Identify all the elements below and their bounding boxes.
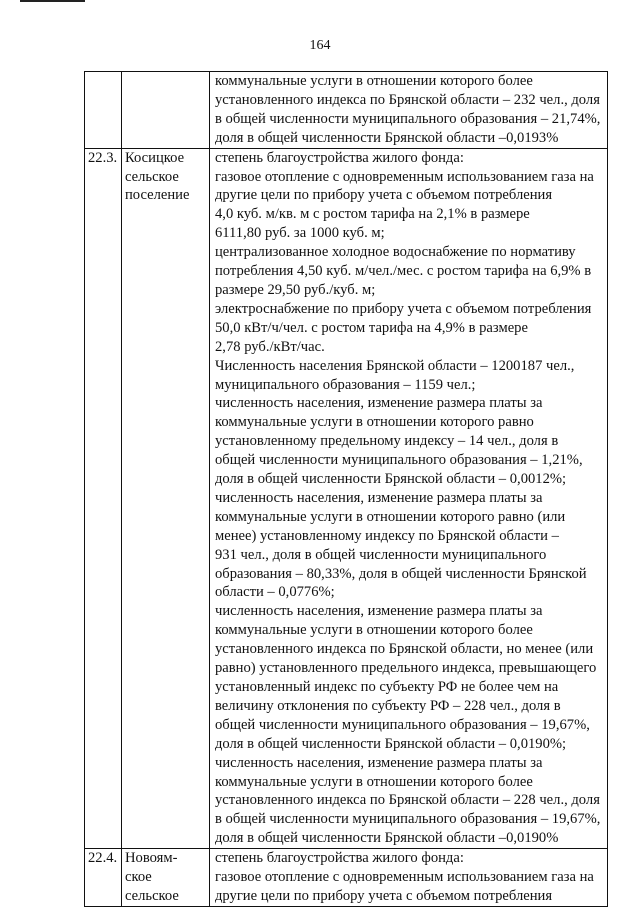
description-cell xyxy=(210,72,608,149)
description-line: газовое отопление с одновременным использованием газа на xyxy=(215,168,594,185)
description-line: в общей численности муниципального образования – 21,74%, xyxy=(215,110,601,127)
table-row xyxy=(85,849,608,907)
description-line: менее) установленному индексу по Брянской области – xyxy=(215,527,559,544)
description-line: численность населения, изменение размера платы за xyxy=(215,489,543,506)
row-number xyxy=(85,72,122,149)
page-number: 164 xyxy=(309,38,331,53)
settlement-name-line: сельское xyxy=(125,887,179,904)
settlement-name-line: Косицкое xyxy=(125,149,185,166)
description-line: степень благоустройства жилого фонда: xyxy=(215,850,464,867)
row-number: 22.3. xyxy=(85,148,122,849)
settlement-name-line: сельское xyxy=(125,168,179,185)
description-line: газовое отопление с одновременным использованием газа на xyxy=(215,869,594,886)
description-line: общей численности муниципального образования – 19,67%, xyxy=(215,716,590,733)
description-line: 4,0 куб. м/кв. м с ростом тарифа на 2,1% в размере xyxy=(215,206,530,223)
description-line: установленного индекса по Брянской области – 228 чел., доля xyxy=(215,792,600,809)
settlement-name-line: Новоям- xyxy=(125,850,178,867)
description-line: размере 29,50 руб./куб. м; xyxy=(215,281,376,298)
description-cell xyxy=(210,849,608,907)
description-cell xyxy=(210,148,608,849)
description-line: 2,78 руб./кВт/час. xyxy=(215,338,325,355)
description-line: доля в общей численности Брянской области –0,0193% xyxy=(215,129,559,146)
description-line: коммунальные услуги в отношении которого более xyxy=(215,773,533,790)
description-line: муниципального образования – 1159 чел.; xyxy=(215,376,476,393)
description-line: области – 0,0776%; xyxy=(215,584,335,601)
document-table xyxy=(84,71,608,907)
description-line: 931 чел., доля в общей численности муниципального xyxy=(215,546,547,563)
description-line: другие цели по прибору учета с объемом потребления xyxy=(215,187,553,204)
description-line: 50,0 кВт/ч/чел. с ростом тарифа на 4,9% в размере xyxy=(215,319,528,336)
settlement-name xyxy=(122,148,210,849)
description-line: коммунальные услуги в отношении которого более xyxy=(215,622,533,639)
description-line: установленного индекса по Брянской области – 232 чел., доля xyxy=(215,91,600,108)
description-line: другие цели по прибору учета с объемом потребления xyxy=(215,887,553,904)
description-line: общей численности муниципального образования – 1,21%, xyxy=(215,452,583,469)
row-number: 22.4. xyxy=(85,849,122,907)
description-line: доля в общей численности Брянской области – 0,0012%; xyxy=(215,471,567,488)
description-line: 6111,80 руб. за 1000 куб. м; xyxy=(215,225,385,242)
description-line: установленный индекс по субъекту РФ не более чем на xyxy=(215,679,559,695)
description-line: в общей численности муниципального образования – 19,67%, xyxy=(215,811,601,828)
description-line: доля в общей численности Брянской области –0,0190% xyxy=(215,830,559,847)
description-line: коммунальные услуги в отношении которого равно xyxy=(215,414,534,431)
description-line: централизованное холодное водоснабжение по нормативу xyxy=(215,244,576,261)
description-line: численность населения, изменение размера платы за xyxy=(215,754,543,771)
table-body xyxy=(85,72,608,907)
description-line: электроснабжение по прибору учета с объемом потребления xyxy=(215,300,592,317)
description-line: коммунальные услуги в отношении которого более xyxy=(215,73,533,89)
description-line: численность населения, изменение размера платы за xyxy=(215,395,543,412)
settlement-name xyxy=(122,72,210,149)
description-line: равно) установленного предельного индекса, превышающего xyxy=(215,660,597,677)
description-line: численность населения, изменение размера платы за xyxy=(215,603,543,620)
description-line: величину отклонения по субъекту РФ – 228 чел., доля в xyxy=(215,697,561,714)
table-row xyxy=(85,148,608,849)
top-rule xyxy=(20,0,85,2)
description-line: доля в общей численности Брянской области – 0,0190%; xyxy=(215,735,567,752)
settlement-name-line: ское xyxy=(125,869,152,886)
description-line: образования – 80,33%, доля в общей численности Брянской xyxy=(215,565,587,582)
table-row xyxy=(85,72,608,149)
description-line: потребления 4,50 куб. м/чел./мес. с ростом тарифа на 6,9% в xyxy=(215,263,592,280)
settlement-name-line: поселение xyxy=(125,187,190,204)
description-line: коммунальные услуги в отношении которого равно (или xyxy=(215,508,566,525)
description-line: степень благоустройства жилого фонда: xyxy=(215,149,464,166)
settlement-name xyxy=(122,849,210,907)
description-line: Численность населения Брянской области – 1200187 чел., xyxy=(215,357,575,374)
description-line: установленному предельному индексу – 14 чел., доля в xyxy=(215,433,559,450)
description-line: установленного индекса по Брянской области, но менее (или xyxy=(215,641,594,658)
